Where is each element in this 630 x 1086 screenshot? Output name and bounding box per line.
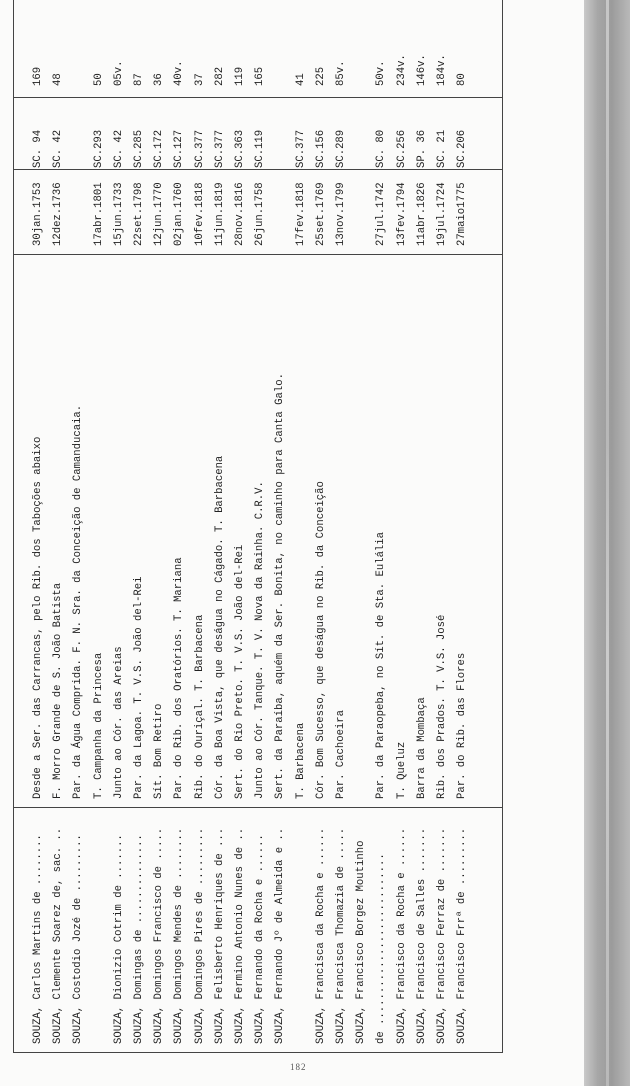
register-table <box>13 0 503 1053</box>
entry-date: 27maio1775 <box>456 182 469 246</box>
entry-location: Sert. da Paraíba, aquém da Ser. Bonita, no caminho para Canta Galo. <box>274 373 287 799</box>
entry-reference: SC.127 <box>173 129 186 168</box>
entry-reference: SC.119 <box>254 129 267 168</box>
entry-reference: SC.377 <box>213 129 226 168</box>
entry-folio: 119 <box>234 66 246 86</box>
entry-reference: SC.156 <box>314 129 327 168</box>
entry-reference: SC. 21 <box>436 129 448 168</box>
entry-date: 17abr.1801 <box>92 182 105 246</box>
entry-name: SOUZA, Fernando Jº de Almeida e .. <box>274 827 287 1044</box>
entry-location: Rib. dos Prados. T. V.S. José <box>436 614 448 799</box>
entry-reference: SC.289 <box>335 129 347 168</box>
entry-location: Par. do Rib. das Flores <box>456 652 469 799</box>
entry-name: SOUZA, Felisberto Henriques de ... <box>213 827 226 1044</box>
entry-location: T. Barbacena <box>294 722 307 799</box>
entry-location: Par. Cachoeira <box>335 709 347 799</box>
entry-reference: SC. 42 <box>112 129 125 168</box>
entry-name: SOUZA, Francisco Ferraz de ....... <box>436 827 448 1044</box>
entry-reference: SC.293 <box>92 129 105 168</box>
table-row <box>89 0 109 1052</box>
entry-reference: SC. 80 <box>375 129 388 168</box>
entry-location: Sert. do Rio Preto. T. V.S. João del-Rei <box>234 544 246 799</box>
entry-reference: SC. 94 <box>32 129 44 168</box>
table-row <box>371 0 391 1052</box>
page-number: 182 <box>290 1062 307 1072</box>
entry-name: SOUZA, Dionizio Cotrim de ....... <box>112 834 125 1044</box>
table-row <box>412 0 432 1052</box>
entry-location: Desde a Ser. das Carrancas, pelo Rib. dos Taboções abaixo <box>32 436 44 799</box>
entry-location: Rib. do Ouriçal. T. Barbacena <box>193 614 206 799</box>
entry-folio: 225 <box>314 66 327 86</box>
entry-reference: SC.256 <box>395 129 408 168</box>
entry-date: 11abr.1826 <box>415 182 428 246</box>
entry-location: Junto ao Cór. Tanque. T. V. Nova da Rainha. C.R.V. <box>254 481 267 799</box>
entry-date: 15jun.1733 <box>112 182 125 246</box>
entry-location: Par. da Paraopeba, no Sít. de Sta. Eulália <box>375 531 388 799</box>
entry-folio: 05v. <box>112 60 125 86</box>
entry-folio: 40v. <box>173 60 186 86</box>
entry-reference: SP. 36 <box>415 129 428 168</box>
entry-name: SOUZA, Francisco Frrª de ......... <box>456 827 469 1044</box>
table-row <box>392 0 412 1052</box>
entry-name: SOUZA, Francisco da Rocha e ...... <box>395 827 408 1044</box>
entry-location: T. Queluz <box>395 741 408 799</box>
entry-folio: 184v. <box>436 54 448 86</box>
entry-name: de ........................... <box>375 853 388 1044</box>
table-row <box>230 0 250 1052</box>
entry-reference: SC. 42 <box>52 129 65 168</box>
table-row <box>351 0 371 1052</box>
entry-folio: 146v. <box>415 54 428 86</box>
table-row <box>149 0 169 1052</box>
table-row <box>250 0 270 1052</box>
entry-reference: SC.363 <box>234 129 246 168</box>
entry-name: SOUZA, Domingos Mendes de ........ <box>173 827 186 1044</box>
entry-reference: SC.206 <box>456 129 469 168</box>
entry-date: 27jul.1742 <box>375 182 388 246</box>
entry-reference: SC.377 <box>294 129 307 168</box>
entry-folio: 50 <box>92 73 105 86</box>
entry-location: F. Morro Grande de S. João Batista <box>52 582 65 799</box>
entry-date: 12dez.1736 <box>52 182 65 246</box>
entry-name: SOUZA, Domingos Francisco de ..... <box>153 827 166 1044</box>
entry-folio: 234v. <box>395 54 408 86</box>
entry-date: 12jun.1770 <box>153 182 166 246</box>
entry-name: SOUZA, Clemente Soarez de, sac. .. <box>52 827 65 1044</box>
entry-location: Sít. Bom Retiro <box>153 703 166 799</box>
entry-date: 19jul.1724 <box>436 182 448 246</box>
entry-location: Par. da Lagoa. T. V.S. João del-Rei <box>133 576 145 799</box>
entry-date: 30jan.1753 <box>32 182 44 246</box>
entry-folio: 41 <box>294 73 307 86</box>
entry-name: SOUZA, Francisca Thomazia de ..... <box>335 827 347 1044</box>
entry-name: SOUZA, Francisca da Rocha e ...... <box>314 827 327 1044</box>
entry-name: SOUZA, Fermino Antonio Nunes de .. <box>234 827 246 1044</box>
entry-folio: 80 <box>456 73 469 86</box>
entry-name: SOUZA, Carlos Martins de ........ <box>32 834 44 1044</box>
entry-name: SOUZA, Fernando da Rocha e ...... <box>254 834 267 1044</box>
entry-folio: 169 <box>32 66 44 86</box>
entry-reference: SC.172 <box>153 129 166 168</box>
entry-reference: SC.285 <box>133 129 145 168</box>
entry-date: 25set.1769 <box>314 182 327 246</box>
entry-date: 22set.1798 <box>133 182 145 246</box>
entry-date: 28nov.1816 <box>234 182 246 246</box>
table-row <box>48 0 68 1052</box>
entry-date: 13fev.1794 <box>395 182 408 246</box>
entry-folio: 37 <box>193 73 206 86</box>
entry-folio: 36 <box>153 73 166 86</box>
entry-name: SOUZA, Francisco de Salles ....... <box>415 827 428 1044</box>
entry-name: SOUZA, Costodio Jozé de ......... <box>72 834 85 1044</box>
table-row <box>129 0 149 1052</box>
table-row <box>169 0 189 1052</box>
table-row <box>210 0 230 1052</box>
entry-location: Barra da Mombaça <box>415 697 428 799</box>
entry-folio: 165 <box>254 66 267 86</box>
entry-date: 26jun.1758 <box>254 182 267 246</box>
table-row <box>331 0 351 1052</box>
table-row <box>270 0 290 1052</box>
entry-name: SOUZA, Domingos Pires de ......... <box>193 827 206 1044</box>
table-row <box>109 0 129 1052</box>
entry-date: 10fev.1818 <box>193 182 206 246</box>
table-row <box>452 0 472 1052</box>
entry-location: T. Campanha da Princesa <box>92 652 105 799</box>
entry-date: 13nov.1799 <box>335 182 347 246</box>
table-row <box>68 0 88 1052</box>
entry-reference: SC.377 <box>193 129 206 168</box>
table-row <box>190 0 210 1052</box>
entry-name: SOUZA, Francisco Borgez Moutinho <box>355 840 368 1044</box>
entry-date: 17fev.1818 <box>294 182 307 246</box>
entry-folio: 50v. <box>375 60 388 86</box>
table-row <box>28 0 48 1052</box>
table-row <box>291 0 311 1052</box>
entry-name: SOUZA, Domingas de .............. <box>133 834 145 1044</box>
table-row <box>432 0 452 1052</box>
entry-date: 02jan.1760 <box>173 182 186 246</box>
book-binding <box>584 0 630 1086</box>
entry-location: Cór. da Boa Vista, que deságua no Cágado. T. Barbacena <box>213 455 226 799</box>
entry-location: Par. da Água Comprida. F. N. Sra. da Conceição de Camanducaia. <box>72 404 85 799</box>
entry-date: 11jun.1819 <box>213 182 226 246</box>
table-body <box>14 0 502 1052</box>
entry-location: Cór. Bom Sucesso, que deságua no Rib. da Conceição <box>314 481 327 799</box>
table-row <box>311 0 331 1052</box>
entry-location: Junto ao Cór. das Areias <box>112 646 125 799</box>
entry-folio: 85v. <box>335 60 347 86</box>
entry-folio: 87 <box>133 73 145 86</box>
entry-location: Par. do Rib. dos Oratórios. T. Mariana <box>173 557 186 799</box>
entry-folio: 282 <box>213 66 226 86</box>
entry-folio: 48 <box>52 73 65 86</box>
